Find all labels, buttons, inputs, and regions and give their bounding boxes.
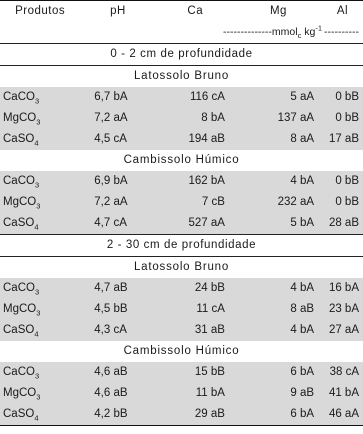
produto-formula: CaSO <box>3 324 35 336</box>
header-ca: Ca <box>156 1 235 23</box>
mg-cell: 4 bA <box>235 278 322 299</box>
produto-subscript: 3 <box>34 180 40 190</box>
al-cell: 0 bB <box>322 87 363 108</box>
soil-type-label: Latossolo Bruno <box>133 70 230 82</box>
al-cell: 17 aB <box>322 129 363 150</box>
ca-cell: 31 aB <box>156 320 235 341</box>
produto-cell <box>0 383 80 404</box>
table-row <box>0 362 363 383</box>
header-ph: pH <box>80 1 155 23</box>
depth-section-row <box>0 235 363 257</box>
table-row <box>0 383 363 404</box>
ca-cell: 15 bB <box>156 362 235 383</box>
ca-cell: 116 cA <box>156 87 235 108</box>
ca-cell: 8 bA <box>156 108 235 129</box>
units-label <box>156 22 322 44</box>
units-superscript: -1 <box>315 23 323 33</box>
produto-formula: MgCO <box>3 303 37 315</box>
produto-formula: CaCO <box>3 366 35 378</box>
produto-formula: MgCO <box>3 196 37 208</box>
soil-type-row <box>0 150 363 171</box>
produto-formula: CaCO <box>3 282 35 294</box>
ph-cell: 6,9 bA <box>80 171 155 192</box>
produto-cell <box>0 362 80 383</box>
ca-cell: 24 bB <box>156 278 235 299</box>
produto-formula: CaSO <box>3 217 35 229</box>
ph-cell: 4,7 aB <box>80 278 155 299</box>
produto-cell <box>0 129 80 150</box>
produto-subscript: 3 <box>34 287 40 297</box>
table-row <box>0 171 363 192</box>
ca-cell: 11 cA <box>156 299 235 320</box>
produto-formula: CaSO <box>3 408 35 420</box>
al-cell: 46 aA <box>322 404 363 426</box>
produto-cell <box>0 299 80 320</box>
produto-cell <box>0 171 80 192</box>
al-cell: 16 bA <box>322 278 363 299</box>
depth-section-label: 2 - 30 cm de profundidade <box>0 235 363 257</box>
soil-type-label: Latossolo Bruno <box>133 261 230 273</box>
ph-cell: 4,6 aB <box>80 362 155 383</box>
header-al: Al <box>322 1 363 23</box>
header-row <box>0 1 363 23</box>
ca-cell: 29 aB <box>156 404 235 426</box>
header-mg: Mg <box>235 1 322 23</box>
ca-cell: 7 cB <box>156 192 235 213</box>
units-row <box>0 22 363 44</box>
soil-type-row <box>0 257 363 279</box>
produto-cell <box>0 108 80 129</box>
produto-cell <box>0 278 80 299</box>
produto-cell <box>0 192 80 213</box>
produto-subscript: 4 <box>34 413 39 423</box>
table-row <box>0 320 363 341</box>
units-empty-cell <box>0 22 80 44</box>
units-tail: ---------- <box>322 22 363 44</box>
mg-cell: 137 aA <box>235 108 322 129</box>
table-row <box>0 404 363 426</box>
al-cell: 27 aA <box>322 320 363 341</box>
units-subscript: c <box>297 31 302 41</box>
soil-type-label: Cambissolo Húmico <box>123 154 240 166</box>
table-row <box>0 278 363 299</box>
soil-type-row <box>0 66 363 88</box>
produto-cell <box>0 213 80 235</box>
depth-section-row <box>0 44 363 66</box>
produto-subscript: 3 <box>34 96 40 106</box>
produto-formula: CaSO <box>3 133 35 145</box>
mg-cell: 4 bA <box>235 320 322 341</box>
ph-cell: 4,3 cA <box>80 320 155 341</box>
mg-cell: 5 bA <box>235 213 322 235</box>
produto-subscript: 3 <box>36 392 41 402</box>
al-cell: 28 aB <box>322 213 363 235</box>
produto-subscript: 4 <box>34 222 39 232</box>
al-cell: 0 bB <box>322 108 363 129</box>
ph-cell: 4,5 bB <box>80 299 155 320</box>
ph-cell: 4,5 cA <box>80 129 155 150</box>
mg-cell: 4 bA <box>235 171 322 192</box>
units-dashes: --------------mmol <box>222 26 298 38</box>
ca-cell: 194 aB <box>156 129 235 150</box>
mg-cell: 6 bA <box>235 362 322 383</box>
units-kg: kg <box>301 26 316 38</box>
mg-cell: 8 aB <box>235 299 322 320</box>
produto-subscript: 3 <box>36 117 41 127</box>
produto-subscript: 3 <box>36 201 41 211</box>
mg-cell: 9 aB <box>235 383 322 404</box>
produto-cell <box>0 87 80 108</box>
produto-subscript: 3 <box>36 308 41 318</box>
depth-section-label: 0 - 2 cm de profundidade <box>0 44 363 66</box>
ph-cell: 4,6 aB <box>80 383 155 404</box>
table-row <box>0 299 363 320</box>
mg-cell: 232 aA <box>235 192 322 213</box>
produto-formula: MgCO <box>3 112 37 124</box>
ca-cell: 11 bA <box>156 383 235 404</box>
table-body <box>0 1 363 426</box>
ca-cell: 527 aA <box>156 213 235 235</box>
al-cell: 23 bA <box>322 299 363 320</box>
ph-cell: 4,2 bB <box>80 404 155 426</box>
mg-cell: 6 bA <box>235 404 322 426</box>
ph-cell: 6,7 bA <box>80 87 155 108</box>
al-cell: 0 bB <box>322 192 363 213</box>
mg-cell: 5 aA <box>235 87 322 108</box>
produto-formula: CaCO <box>3 175 35 187</box>
al-cell: 38 cA <box>322 362 363 383</box>
al-cell: 41 bA <box>322 383 363 404</box>
soil-type-label: Cambissolo Húmico <box>123 345 240 357</box>
al-cell: 0 bB <box>322 171 363 192</box>
table-row <box>0 213 363 235</box>
table-row <box>0 129 363 150</box>
produto-subscript: 4 <box>34 329 39 339</box>
table-row <box>0 87 363 108</box>
soil-type-row <box>0 341 363 362</box>
produto-cell <box>0 320 80 341</box>
table-row <box>0 108 363 129</box>
produto-formula: MgCO <box>3 387 37 399</box>
produto-cell <box>0 404 80 426</box>
mg-cell: 8 aA <box>235 129 322 150</box>
ca-cell: 162 bA <box>156 171 235 192</box>
units-empty-cell <box>80 22 155 44</box>
produto-subscript: 4 <box>34 138 39 148</box>
produto-formula: CaCO <box>3 91 35 103</box>
ph-cell: 4,7 cA <box>80 213 155 235</box>
ph-cell: 7,2 aA <box>80 192 155 213</box>
ph-cell: 7,2 aA <box>80 108 155 129</box>
produto-subscript: 3 <box>34 371 40 381</box>
table-row <box>0 192 363 213</box>
header-produtos: Produtos <box>0 1 80 23</box>
